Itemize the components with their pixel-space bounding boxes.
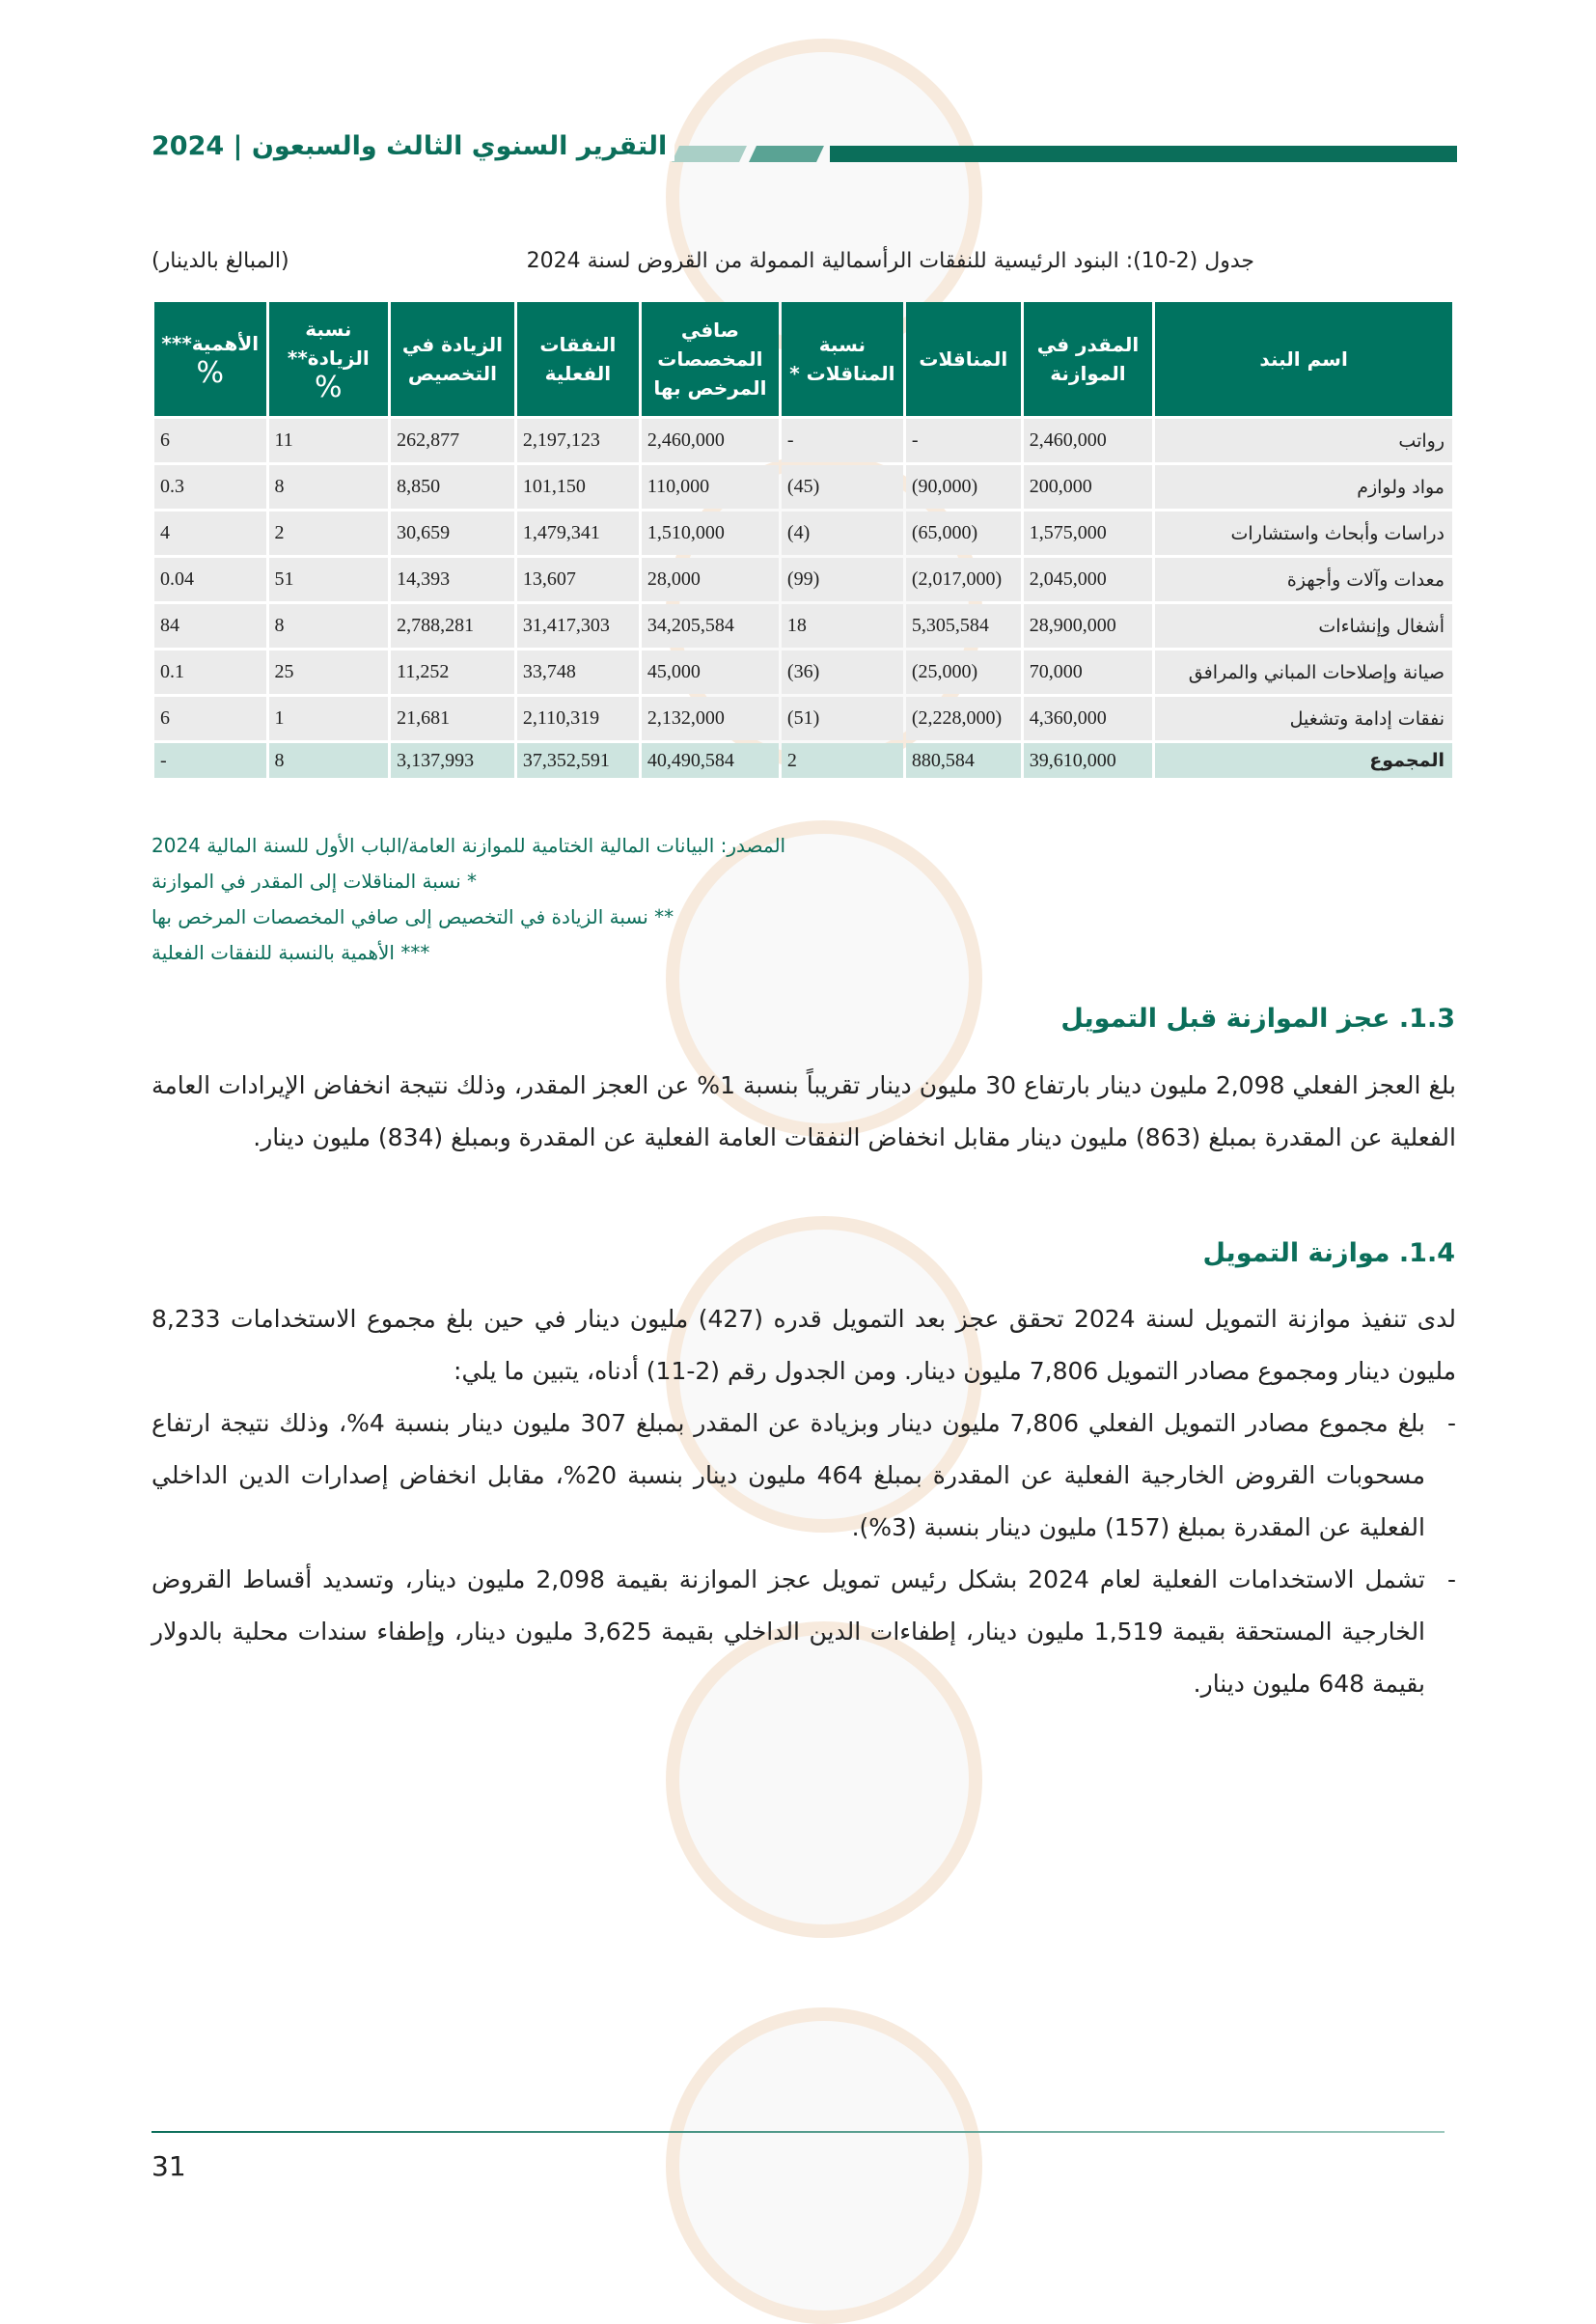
value-cell: 2,788,281 xyxy=(391,604,514,648)
value-cell: 2,460,000 xyxy=(642,419,779,462)
table-row xyxy=(154,558,1452,601)
section-1-4-paragraph: لدى تنفيذ موازنة التمويل لسنة 2024 تحقق عجز بعد التمويل قدره (427) مليون دينار في حين بلغ مجموع الاستخدامات 8,233 مليون دينار ومجموع مصادر التمويل 7,806 مليون دينار. ومن الجدول رقم (2-11) أدناه، يتبين ما يلي: xyxy=(151,1305,1456,1385)
col-unit: % xyxy=(315,371,343,404)
col-header xyxy=(517,302,639,416)
value-cell: 18 xyxy=(782,604,903,648)
col-header xyxy=(642,302,779,416)
value-cell: 30,659 xyxy=(391,512,514,555)
value-cell: 11 xyxy=(269,419,389,462)
item-name-cell: رواتب xyxy=(1155,419,1452,462)
value-cell: 70,000 xyxy=(1024,650,1152,694)
footer-divider xyxy=(151,2131,1445,2133)
value-cell: 84 xyxy=(154,604,266,648)
col-header xyxy=(269,302,389,416)
footnote-1: * نسبة المناقلات إلى المقدر في الموازنة xyxy=(151,870,478,893)
value-cell: - xyxy=(154,743,266,778)
table-row xyxy=(154,465,1452,509)
col-header xyxy=(906,302,1021,416)
value-cell: 200,000 xyxy=(1024,465,1152,509)
value-cell: 8 xyxy=(269,604,389,648)
value-cell: 51 xyxy=(269,558,389,601)
item-name-cell: مواد ولوازم xyxy=(1155,465,1452,509)
col-header xyxy=(391,302,514,416)
table-notes xyxy=(151,828,785,971)
value-cell: - xyxy=(906,419,1021,462)
col-label: صافي المخصصات المرخص بها xyxy=(653,318,767,400)
value-cell: 2,197,123 xyxy=(517,419,639,462)
value-cell: 37,352,591 xyxy=(517,743,639,778)
value-cell: (4) xyxy=(782,512,903,555)
value-cell: 4,360,000 xyxy=(1024,697,1152,740)
source-note: المصدر: البيانات المالية الختامية للموازنة العامة/الباب الأول للسنة المالية 2024 xyxy=(151,834,786,857)
bullet-item xyxy=(151,1554,1456,1710)
table-row xyxy=(154,604,1452,648)
value-cell: (2,017,000) xyxy=(906,558,1021,601)
header-bar xyxy=(830,146,1457,162)
watermark-clock-icon xyxy=(666,2007,982,2324)
value-cell: 14,393 xyxy=(391,558,514,601)
value-cell: 5,305,584 xyxy=(906,604,1021,648)
col-header xyxy=(1155,302,1452,416)
value-cell: (45) xyxy=(782,465,903,509)
value-cell: 33,748 xyxy=(517,650,639,694)
item-name-cell: صيانة وإصلاحات المباني والمرافق xyxy=(1155,650,1452,694)
value-cell: 1,510,000 xyxy=(642,512,779,555)
value-cell: 110,000 xyxy=(642,465,779,509)
col-header xyxy=(1024,302,1152,416)
col-label: اسم البند xyxy=(1259,347,1348,371)
item-name-cell: المجموع xyxy=(1155,743,1452,778)
value-cell: (36) xyxy=(782,650,903,694)
value-cell: - xyxy=(782,419,903,462)
item-name-cell: دراسات وأبحاث واستشارات xyxy=(1155,512,1452,555)
value-cell: (25,000) xyxy=(906,650,1021,694)
table-header-row xyxy=(154,302,1452,416)
value-cell: 34,205,584 xyxy=(642,604,779,648)
value-cell: 8 xyxy=(269,743,389,778)
value-cell: 45,000 xyxy=(642,650,779,694)
value-cell: 1,479,341 xyxy=(517,512,639,555)
bullet-marker: - xyxy=(1446,1565,1456,1593)
report-title: التقرير السنوي الثالث والسبعون | 2024 xyxy=(151,131,674,161)
header-bar-light xyxy=(672,146,747,162)
value-cell: 6 xyxy=(154,697,266,740)
value-cell: 28,900,000 xyxy=(1024,604,1152,648)
bullet-item xyxy=(151,1397,1456,1554)
table-row xyxy=(154,697,1452,740)
value-cell: 262,877 xyxy=(391,419,514,462)
value-cell: 880,584 xyxy=(906,743,1021,778)
footnote-3: *** الأهمية بالنسبة للنفقات الفعلية xyxy=(151,941,430,964)
col-unit: % xyxy=(196,356,225,390)
table-caption: جدول (2-10): البنود الرئيسية للنفقات الرأسمالية الممولة من القروض لسنة 2024 xyxy=(526,249,1254,273)
bullet-text: تشمل الاستخدامات الفعلية لعام 2024 بشكل رئيس تمويل عجز الموازنة بقيمة 2,098 مليون دينار، وتسديد أقساط القروض الخارجية المستحقة بقيمة 1,519 مليون دينار، إطفاءات الدين الداخلي بقيمة 3,625 مليون دينار، وإطفاء سندات محلية بالدولار بقيمة 648 مليون دينار. xyxy=(151,1565,1426,1698)
value-cell: (99) xyxy=(782,558,903,601)
col-label: الزيادة في التخصيص xyxy=(401,333,504,385)
col-label: المقدر في الموازنة xyxy=(1036,333,1140,385)
value-cell: 11,252 xyxy=(391,650,514,694)
value-cell: 6 xyxy=(154,419,266,462)
value-cell: 2,045,000 xyxy=(1024,558,1152,601)
table-row xyxy=(154,650,1452,694)
table-total-row xyxy=(154,743,1452,778)
value-cell: 21,681 xyxy=(391,697,514,740)
header-bar-mid xyxy=(749,146,824,162)
col-label: نسبة الزيادة** xyxy=(287,318,370,370)
section-heading-1-3: 1.3. عجز الموازنة قبل التمويل xyxy=(1060,1004,1455,1034)
col-label: المناقلات xyxy=(919,347,1008,371)
value-cell: 101,150 xyxy=(517,465,639,509)
col-label: النفقات الفعلية xyxy=(539,333,617,385)
value-cell: 2,110,319 xyxy=(517,697,639,740)
capital-expenditure-table xyxy=(151,299,1455,781)
bullet-text: بلغ مجموع مصادر التمويل الفعلي 7,806 مليون دينار وبزيادة عن المقدر بمبلغ 307 مليون دينار بنسبة 4%، وذلك نتيجة ارتفاع مسحوبات القروض الخارجية الفعلية عن المقدرة بمبلغ 464 مليون دينار بنسبة 20%، مقابل انخفاض إصدارات الدين الداخلي الفعلية عن المقدرة بمبلغ (157) مليون دينار بنسبة (3%). xyxy=(151,1409,1425,1541)
col-header xyxy=(782,302,903,416)
value-cell: 1,575,000 xyxy=(1024,512,1152,555)
value-cell: 3,137,993 xyxy=(391,743,514,778)
item-name-cell: أشغال وإنشاءات xyxy=(1155,604,1452,648)
value-cell: 13,607 xyxy=(517,558,639,601)
value-cell: 1 xyxy=(269,697,389,740)
value-cell: 4 xyxy=(154,512,266,555)
value-cell: 39,610,000 xyxy=(1024,743,1152,778)
col-header xyxy=(154,302,266,416)
value-cell: 2,132,000 xyxy=(642,697,779,740)
value-cell: (2,228,000) xyxy=(906,697,1021,740)
value-cell: 28,000 xyxy=(642,558,779,601)
value-cell: 40,490,584 xyxy=(642,743,779,778)
value-cell: 0.3 xyxy=(154,465,266,509)
value-cell: 2,460,000 xyxy=(1024,419,1152,462)
section-1-3-paragraph: بلغ العجز الفعلي 2,098 مليون دينار بارتفاع 30 مليون دينار تقريباً بنسبة 1% عن العجز المقدر، وذلك نتيجة انخفاض الإيرادات العامة الفعلية عن المقدرة بمبلغ (863) مليون دينار مقابل انخفاض النفقات العامة الفعلية عن المقدرة وبمبلغ (834) مليون دينار. xyxy=(151,1071,1456,1151)
section-heading-1-4: 1.4. موازنة التمويل xyxy=(1202,1238,1455,1268)
col-label: الأهمية*** xyxy=(161,332,260,355)
table-row xyxy=(154,419,1452,462)
footnote-2: ** نسبة الزيادة في التخصيص إلى صافي المخصصات المرخص بها xyxy=(151,905,674,928)
value-cell: 0.04 xyxy=(154,558,266,601)
value-cell: (51) xyxy=(782,697,903,740)
value-cell: 2 xyxy=(269,512,389,555)
page-number: 31 xyxy=(151,2150,186,2182)
table-row xyxy=(154,512,1452,555)
value-cell: 8 xyxy=(269,465,389,509)
value-cell: 2 xyxy=(782,743,903,778)
value-cell: 0.1 xyxy=(154,650,266,694)
item-name-cell: معدات وآلات وأجهزة xyxy=(1155,558,1452,601)
bullet-marker: - xyxy=(1446,1409,1456,1437)
value-cell: (65,000) xyxy=(906,512,1021,555)
table-unit-note: (المبالغ بالدينار) xyxy=(151,249,289,273)
col-label: نسبة المناقلات * xyxy=(789,333,895,385)
value-cell: 25 xyxy=(269,650,389,694)
item-name-cell: نفقات إدامة وتشغيل xyxy=(1155,697,1452,740)
value-cell: (90,000) xyxy=(906,465,1021,509)
value-cell: 8,850 xyxy=(391,465,514,509)
value-cell: 31,417,303 xyxy=(517,604,639,648)
